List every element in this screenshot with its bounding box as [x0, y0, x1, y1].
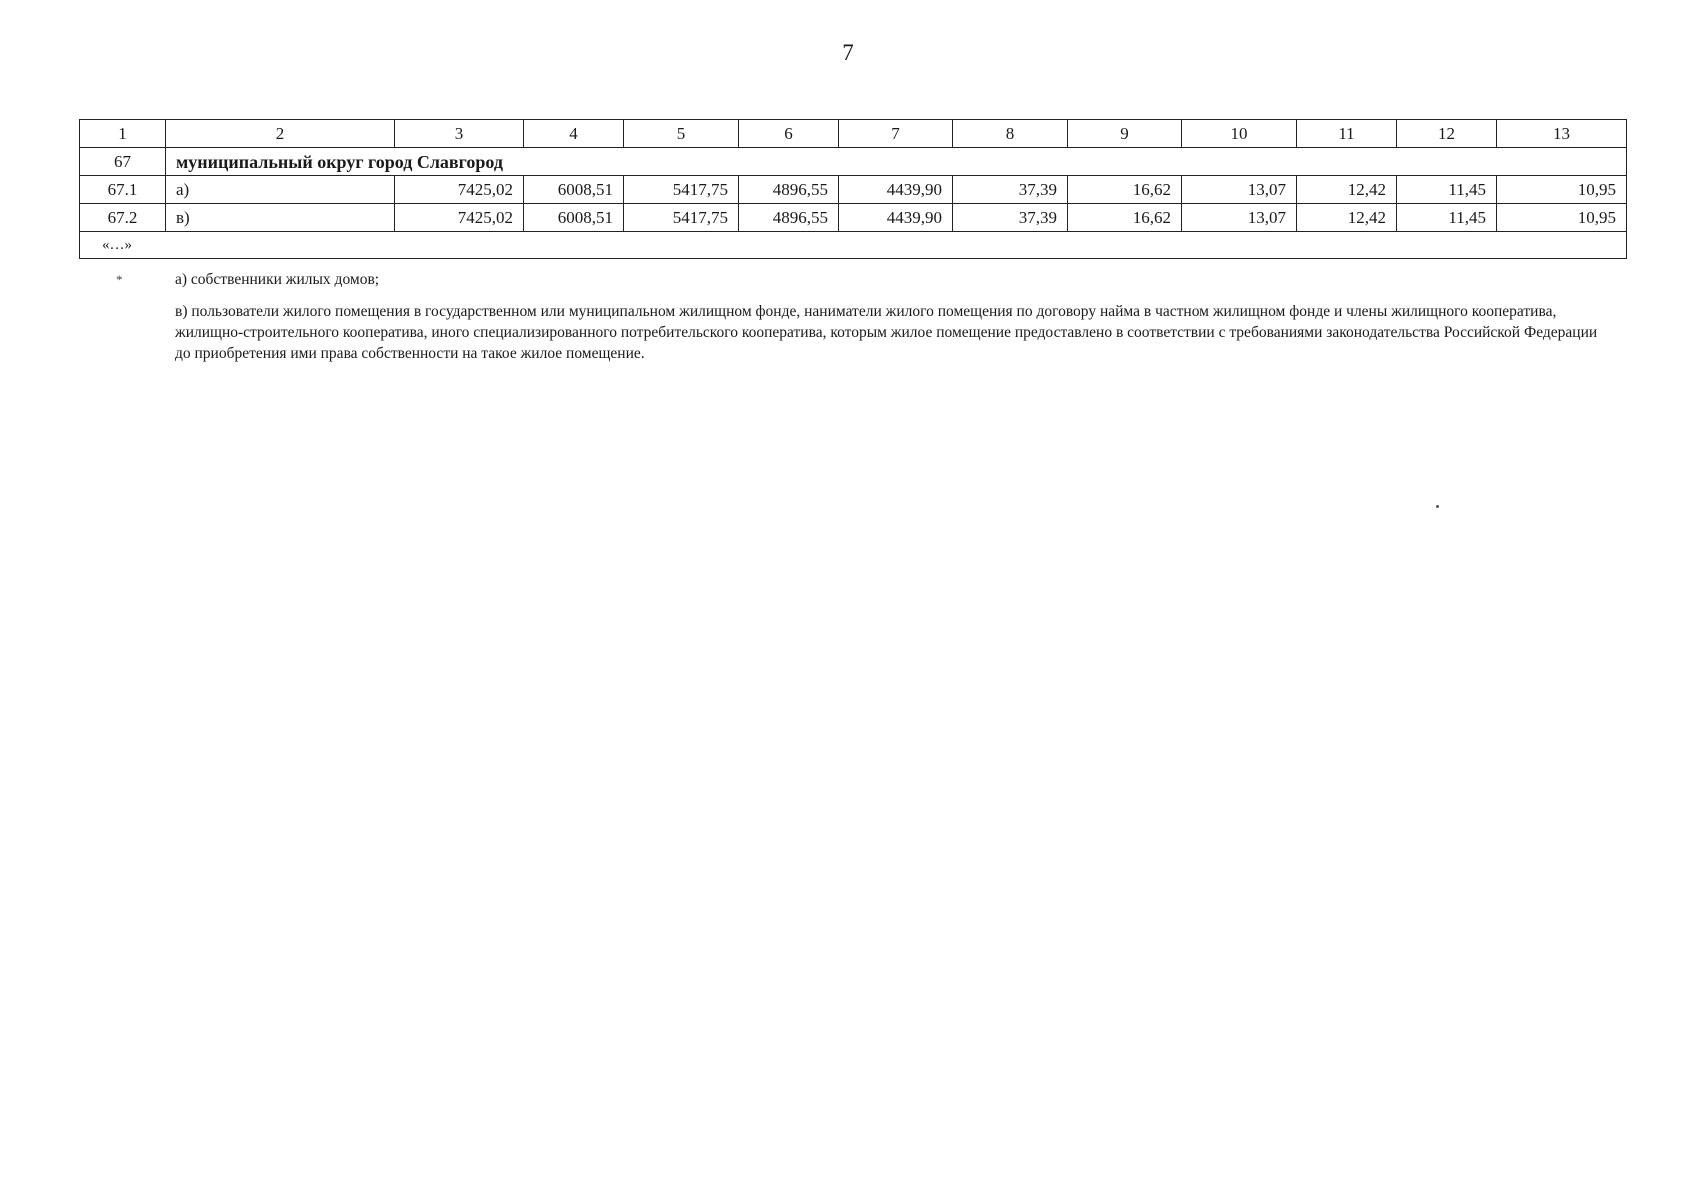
table-row	[80, 176, 1627, 204]
table-cell: 12,42	[1297, 204, 1397, 232]
table-cell: 7425,02	[395, 176, 524, 204]
table-cell: 4439,90	[839, 176, 953, 204]
column-header: 4	[524, 120, 624, 148]
table-cell: 5417,75	[624, 176, 739, 204]
row-label: в)	[166, 204, 395, 232]
table-cell: 6008,51	[524, 204, 624, 232]
scan-dot	[1436, 505, 1439, 508]
table-cell: 12,42	[1297, 176, 1397, 204]
table-row	[80, 204, 1627, 232]
column-header: 1	[80, 120, 166, 148]
group-row	[80, 148, 1627, 176]
row-number: 67.2	[80, 204, 166, 232]
table-ellipsis: «…»	[80, 232, 1627, 259]
table-cell: 7425,02	[395, 204, 524, 232]
footnote-a: а) собственники жилых домов;	[175, 271, 380, 288]
table-cell: 6008,51	[524, 176, 624, 204]
column-header: 6	[739, 120, 839, 148]
column-header: 3	[395, 120, 524, 148]
column-header: 11	[1297, 120, 1397, 148]
table-cell: 4896,55	[739, 204, 839, 232]
table-cell: 4439,90	[839, 204, 953, 232]
column-header: 13	[1497, 120, 1627, 148]
table-cell: 13,07	[1182, 204, 1297, 232]
table-cell: 11,45	[1397, 176, 1497, 204]
column-header: 9	[1068, 120, 1182, 148]
tariff-table	[79, 119, 1627, 259]
group-number: 67	[80, 148, 166, 176]
table-cell: 10,95	[1497, 176, 1627, 204]
column-header: 2	[166, 120, 395, 148]
row-number: 67.1	[80, 176, 166, 204]
group-title: муниципальный округ город Славгород	[166, 148, 1627, 176]
table-cell: 4896,55	[739, 176, 839, 204]
footnote-marker: *	[116, 272, 123, 287]
column-header: 8	[953, 120, 1068, 148]
table-cell: 11,45	[1397, 204, 1497, 232]
footnote-v: в) пользователи жилого помещения в государственном или муниципальном жилищном фонде, наниматели жилого помещения по договору найма в частном жилищном фонде и члены жилищного кооператива, жилищно-строительного кооператива, иного специализированного потребительского кооператива, которым жилое помещение предоставлено в соответствии с требованиями законодательства Российской Федерации до приобретения ими права собственности на такое жилое помещение.	[175, 303, 1598, 362]
table-cell: 10,95	[1497, 204, 1627, 232]
column-header: 12	[1397, 120, 1497, 148]
table-cell: 5417,75	[624, 204, 739, 232]
column-header: 7	[839, 120, 953, 148]
column-header: 10	[1182, 120, 1297, 148]
table-cell: 37,39	[953, 204, 1068, 232]
column-header: 5	[624, 120, 739, 148]
table-cell: 37,39	[953, 176, 1068, 204]
table-cell: 13,07	[1182, 176, 1297, 204]
column-number-row	[80, 120, 1627, 148]
table-cell: 16,62	[1068, 204, 1182, 232]
table-cell: 16,62	[1068, 176, 1182, 204]
row-label: а)	[166, 176, 395, 204]
page-number: 7	[842, 40, 854, 65]
ellipsis-row	[80, 232, 1627, 259]
